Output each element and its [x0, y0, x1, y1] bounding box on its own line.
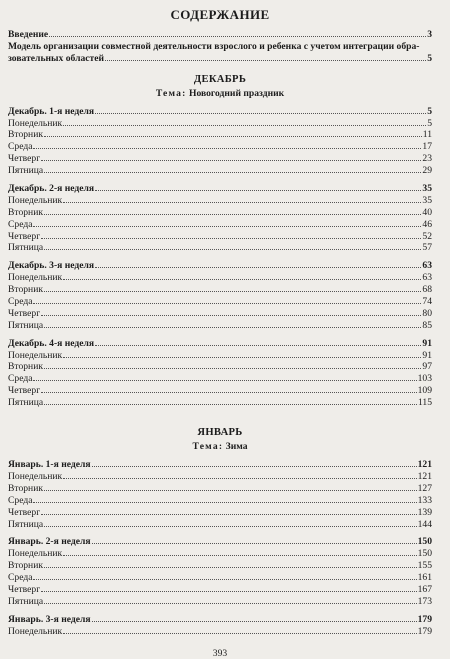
dot-leader	[33, 147, 421, 149]
dot-leader	[95, 189, 421, 191]
dot-leader	[92, 542, 417, 544]
toc-entry-intro	[8, 29, 432, 41]
dot-leader	[95, 112, 426, 114]
day-entry	[8, 483, 432, 495]
toc-entry-page: 40	[422, 206, 432, 218]
toc-entry-page: 103	[417, 373, 432, 385]
day-entry	[8, 626, 432, 638]
toc-entry-label: Пятница	[8, 518, 44, 530]
week-block	[8, 459, 432, 530]
toc-entry-page: 155	[417, 560, 432, 572]
toc-entry-label: Четверг	[8, 583, 41, 595]
day-entry	[8, 118, 432, 130]
week-heading	[8, 183, 432, 195]
month-section	[8, 65, 432, 409]
dot-leader	[44, 248, 421, 250]
toc-entry-label: Пятница	[8, 242, 44, 254]
dot-leader	[63, 477, 416, 479]
dot-leader	[63, 201, 421, 203]
dot-leader	[63, 632, 416, 634]
toc-entry-page: 121	[417, 470, 432, 482]
toc-entry-label: Среда	[8, 218, 33, 230]
day-entry	[8, 385, 432, 397]
toc-entry-label: Январь. 3-я неделя	[8, 613, 91, 625]
toc-entry-label: Введение	[8, 29, 49, 40]
toc-entry-label: Понедельник	[8, 194, 63, 206]
toc-entry-label: Понедельник	[8, 625, 63, 637]
toc-entry-page: 29	[422, 165, 432, 177]
day-entry	[8, 219, 432, 231]
week-heading	[8, 338, 432, 350]
toc-entry-label: Среда	[8, 141, 33, 153]
toc-entry-page: 127	[417, 482, 432, 494]
dot-leader	[63, 278, 421, 280]
toc-entry-page: 150	[417, 548, 432, 560]
toc-entry-label: Понедельник	[8, 548, 63, 560]
day-entry	[8, 572, 432, 584]
day-entry	[8, 350, 432, 362]
dot-leader	[44, 367, 421, 369]
day-entry	[8, 195, 432, 207]
day-entry	[8, 560, 432, 572]
toc-entry-page: 173	[417, 595, 432, 607]
day-entry	[8, 320, 432, 332]
toc-entry-label: Понедельник	[8, 349, 63, 361]
week-heading	[8, 260, 432, 272]
month-heading: ЯНВАРЬ	[197, 427, 243, 439]
toc-entry-label: Понедельник	[8, 272, 63, 284]
week-block	[8, 536, 432, 607]
dot-leader	[33, 578, 416, 580]
toc-entry-label: Вторник	[8, 361, 43, 373]
dot-leader	[95, 344, 421, 346]
toc-page	[8, 6, 432, 659]
toc-entry-page: 35	[422, 183, 432, 195]
day-entry	[8, 296, 432, 308]
day-entry	[8, 308, 432, 320]
toc-entry-page: 133	[417, 494, 432, 506]
toc-entry-page: 80	[422, 307, 432, 319]
toc-entry-label: Декабрь. 1-я неделя	[8, 105, 95, 117]
dot-leader	[44, 135, 422, 137]
toc-entry-label: Понедельник	[8, 470, 63, 482]
dot-leader	[63, 554, 416, 556]
toc-entry-page: 167	[417, 583, 432, 595]
toc-entry-model	[8, 41, 432, 65]
toc-entry-page: 139	[417, 506, 432, 518]
toc-entry-page: 5	[427, 105, 432, 117]
week-heading	[8, 106, 432, 118]
day-entry	[8, 361, 432, 373]
toc-entry-page: 5	[427, 117, 432, 129]
week-block	[8, 338, 432, 409]
day-entry	[8, 548, 432, 560]
dot-leader	[44, 326, 421, 328]
page-title: СОДЕРЖАНИЕ	[170, 7, 270, 22]
toc-entry-page: 35	[422, 194, 432, 206]
dot-leader	[44, 525, 416, 527]
day-entry	[8, 284, 432, 296]
toc-entry-label: Пятница	[8, 397, 44, 409]
dot-leader	[44, 489, 417, 491]
toc-entry-label: Четверг	[8, 506, 41, 518]
toc-entry-page: 179	[417, 613, 432, 625]
toc-entry-page: 63	[422, 272, 432, 284]
day-entry	[8, 471, 432, 483]
dot-leader	[44, 290, 421, 292]
toc-entry-label: Вторник	[8, 482, 43, 494]
day-entry	[8, 519, 432, 531]
page-number: 393	[212, 648, 228, 659]
toc-entry-page: 46	[422, 218, 432, 230]
day-entry	[8, 153, 432, 165]
theme-label: Тема:	[192, 441, 224, 453]
day-entry	[8, 272, 432, 284]
toc-entry-page: 74	[422, 296, 432, 308]
months-container	[8, 65, 432, 638]
toc-entry-page: 179	[417, 625, 432, 637]
dot-leader	[41, 237, 421, 239]
day-entry	[8, 207, 432, 219]
toc-entry-page: 144	[417, 518, 432, 530]
dot-leader	[63, 124, 426, 126]
month-heading: ДЕКАБРЬ	[193, 73, 247, 85]
toc-entry-label: Четверг	[8, 230, 41, 242]
dot-leader	[33, 302, 421, 304]
dot-leader	[44, 403, 417, 405]
toc-entry-page: 3	[427, 29, 432, 40]
toc-entry-page: 63	[422, 260, 432, 272]
toc-entry-label: Январь. 1-я неделя	[8, 459, 91, 471]
toc-entry-label-line2: зовательных областей	[8, 52, 105, 64]
toc-entry-page: 109	[417, 385, 432, 397]
toc-entry-page: 150	[417, 536, 432, 548]
theme-value: Новогодний праздник	[188, 87, 285, 99]
day-entry	[8, 596, 432, 608]
dot-leader	[44, 213, 421, 215]
dot-leader	[41, 391, 416, 393]
dot-leader	[44, 566, 417, 568]
dot-leader	[44, 602, 416, 604]
toc-entry-page: 85	[422, 319, 432, 331]
toc-entry-label: Четверг	[8, 385, 41, 397]
toc-entry-page: 97	[422, 361, 432, 373]
toc-entry-page: 161	[417, 572, 432, 584]
month-section	[8, 409, 432, 637]
toc-entry-page: 91	[422, 349, 432, 361]
toc-entry-page: 23	[422, 153, 432, 165]
week-block	[8, 183, 432, 254]
toc-entry-label: Среда	[8, 572, 33, 584]
toc-entry-label: Пятница	[8, 165, 44, 177]
week-block	[8, 260, 432, 331]
toc-entry-page: 91	[422, 337, 432, 349]
dot-leader	[105, 59, 426, 61]
dot-leader	[41, 590, 416, 592]
day-entry	[8, 129, 432, 141]
toc-entry-label: Пятница	[8, 319, 44, 331]
toc-entry-label: Декабрь. 2-я неделя	[8, 183, 95, 195]
theme-label: Тема:	[155, 87, 187, 99]
day-entry	[8, 242, 432, 254]
dot-leader	[92, 620, 417, 622]
day-entry	[8, 584, 432, 596]
toc-entry-page: 17	[422, 141, 432, 153]
day-entry	[8, 165, 432, 177]
dot-leader	[33, 379, 416, 381]
toc-entry-label: Понедельник	[8, 117, 63, 129]
toc-entry-label: Вторник	[8, 560, 43, 572]
toc-entry-page: 121	[417, 459, 432, 471]
day-entry	[8, 373, 432, 385]
dot-leader	[41, 314, 421, 316]
dot-leader	[33, 225, 421, 227]
day-entry	[8, 507, 432, 519]
theme-heading	[8, 87, 432, 100]
toc-entry-page: 115	[417, 397, 432, 409]
toc-entry-page: 11	[422, 129, 432, 141]
day-entry	[8, 141, 432, 153]
toc-entry-label: Декабрь. 4-я неделя	[8, 337, 95, 349]
toc-entry-page: 5	[427, 52, 432, 64]
toc-entry-label: Пятница	[8, 595, 44, 607]
week-heading	[8, 614, 432, 626]
intro-section	[8, 29, 432, 65]
dot-leader	[92, 465, 417, 467]
day-entry	[8, 397, 432, 409]
toc-entry-label: Январь. 2-я неделя	[8, 536, 91, 548]
theme-value: Зима	[225, 441, 248, 453]
toc-entry-label: Декабрь. 3-я неделя	[8, 260, 95, 272]
toc-entry-page: 57	[422, 242, 432, 254]
week-heading	[8, 536, 432, 548]
dot-leader	[95, 266, 421, 268]
dot-leader	[44, 171, 421, 173]
toc-entry-page: 52	[422, 230, 432, 242]
dot-leader	[41, 513, 416, 515]
toc-entry-label: Четверг	[8, 153, 41, 165]
toc-entry-page: 68	[422, 284, 432, 296]
toc-entry-label: Среда	[8, 373, 33, 385]
toc-entry-label: Четверг	[8, 307, 41, 319]
toc-entry-label: Вторник	[8, 284, 43, 296]
toc-entry-label-line1: Модель организации совместной деятельности взрослого и ребенка с учетом интеграции обра-	[8, 40, 420, 52]
week-block	[8, 614, 432, 638]
day-entry	[8, 495, 432, 507]
dot-leader	[63, 356, 421, 358]
toc-entry-label: Среда	[8, 494, 33, 506]
dot-leader	[33, 501, 416, 503]
toc-entry-model-last-line	[8, 53, 432, 65]
week-heading	[8, 459, 432, 471]
toc-entry-label: Вторник	[8, 206, 43, 218]
week-block	[8, 106, 432, 177]
day-entry	[8, 231, 432, 243]
theme-heading	[8, 440, 432, 453]
toc-entry-label: Вторник	[8, 129, 43, 141]
dot-leader	[41, 159, 421, 161]
toc-entry-label: Среда	[8, 296, 33, 308]
dot-leader	[49, 35, 426, 37]
